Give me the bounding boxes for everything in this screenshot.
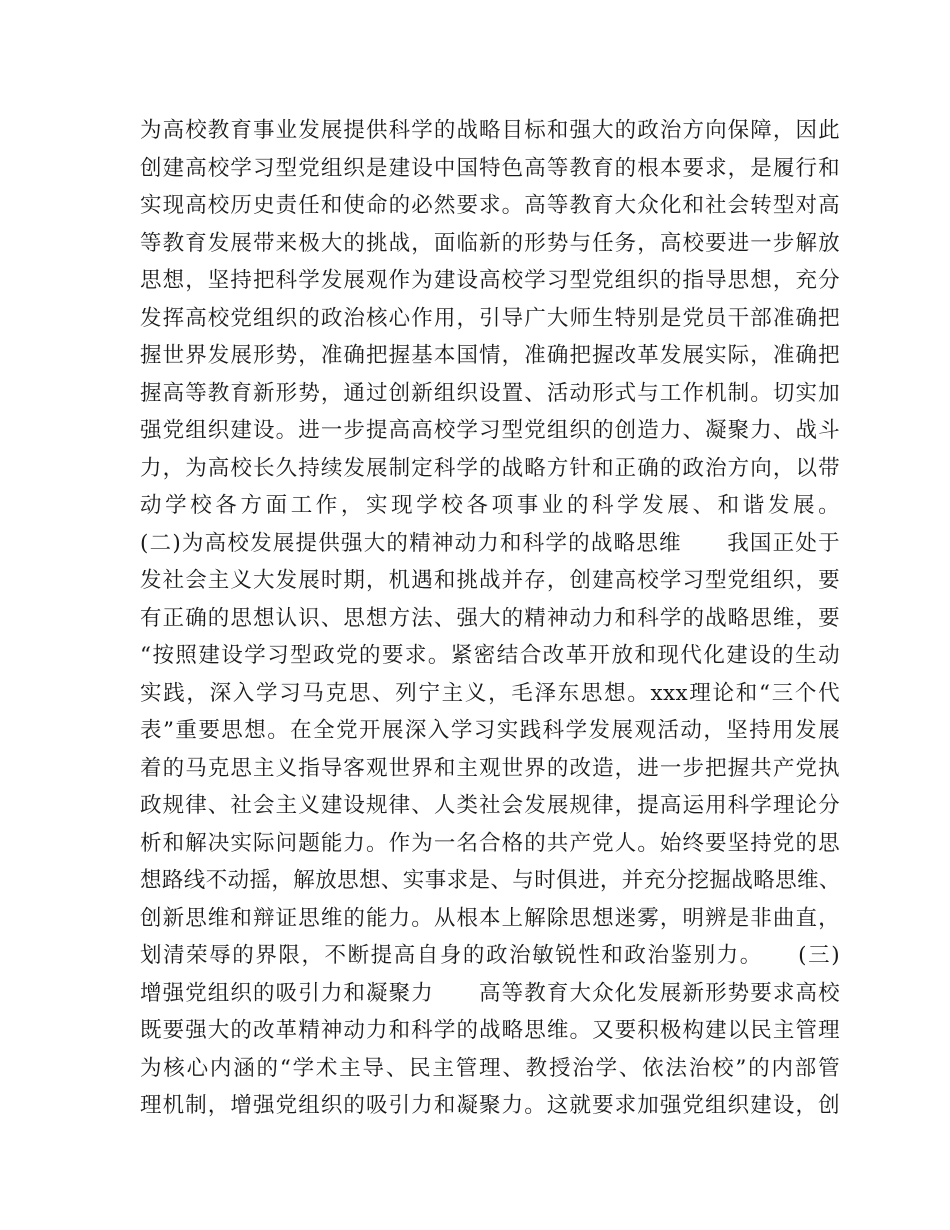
text-line-6: 发挥高校党组织的政治核心作用，引导广大师生特别是党员干部准确把 (140, 305, 840, 331)
text-line-18: 着的马克思主义指导客观世界和主观世界的改造，进一步把握共产党执 (140, 755, 840, 781)
text-line-17: 表”重要思想。在全党开展深入学习实践科学发展观活动，坚持用发展 (140, 718, 840, 743)
text-line-10: 力，为高校长久持续发展制定科学的战略方针和正确的政治方向，以带 (140, 455, 840, 481)
text-line-3: 实现高校历史责任和使命的必然要求。高等教育大众化和社会转型对高 (140, 193, 840, 218)
text-line-27: 理机制，增强党组织的吸引力和凝聚力。这就要求加强党组织建设，创 (140, 1093, 840, 1118)
text-line-20: 析和解决实际问题能力。作为一名合格的共产党人。始终要坚持党的思 (140, 830, 840, 856)
text-line-22: 创新思维和辩证思维的能力。从根本上解除思想迷雾，明辨是非曲直， (140, 905, 840, 931)
text-line-23: 划清荣辱的界限，不断提高自身的政治敏锐性和政治鉴别力。 (三) (140, 943, 840, 968)
text-line-13: 发社会主义大发展时期，机遇和挑战并存，创建高校学习型党组织，要 (140, 568, 840, 593)
text-line-15: “按照建设学习型政党的要求。紧密结合改革开放和现代化建设的生动 (140, 643, 840, 668)
text-line-4: 等教育发展带来极大的挑战，面临新的形势与任务，高校要进一步解放 (140, 230, 840, 256)
text-line-7: 握世界发展形势，准确把握基本国情，准确把握改革发展实际，准确把 (140, 343, 840, 368)
text-line-14: 有正确的思想认识、思想方法、强大的精神动力和科学的战略思维，要 (140, 605, 840, 631)
text-line-8: 握高等教育新形势，通过创新组织设置、活动形式与工作机制。切实加 (140, 380, 840, 406)
text-line-26: 为核心内涵的“学术主导、民主管理、教授治学、依法治校”的内部管 (140, 1055, 840, 1081)
text-line-12: (二)为高校发展提供强大的精神动力和科学的战略思维 我国正处于 (140, 530, 840, 556)
text-line-21: 想路线不动摇，解放思想、实事求是、与时俱进，并充分挖掘战略思维、 (140, 868, 841, 893)
text-line-11: 动学校各方面工作，实现学校各项事业的科学发展、和谐发展。 (140, 493, 840, 518)
text-line-25: 既要强大的改革精神动力和科学的战略思维。又要积极构建以民主管理 (140, 1018, 840, 1043)
text-line-2: 创建高校学习型党组织是建设中国特色高等教育的根本要求，是履行和 (140, 155, 840, 181)
body-text (140, 112, 840, 1125)
text-line-24: 增强党组织的吸引力和凝聚力 高等教育大众化发展新形势要求高校 (140, 980, 840, 1006)
text-line-5: 思想，坚持把科学发展观作为建设高校学习型党组织的指导思想，充分 (140, 268, 840, 293)
text-line-1: 为高校教育事业发展提供科学的战略目标和强大的政治方向保障，因此 (140, 118, 840, 143)
text-line-16: 实践，深入学习马克思、列宁主义，毛泽东思想。xxx理论和“三个代 (140, 680, 840, 706)
text-line-19: 政规律、社会主义建设规律、人类社会发展规律，提高运用科学理论分 (140, 793, 840, 818)
text-line-9: 强党组织建设。进一步提高高校学习型党组织的创造力、凝聚力、战斗 (140, 418, 840, 443)
